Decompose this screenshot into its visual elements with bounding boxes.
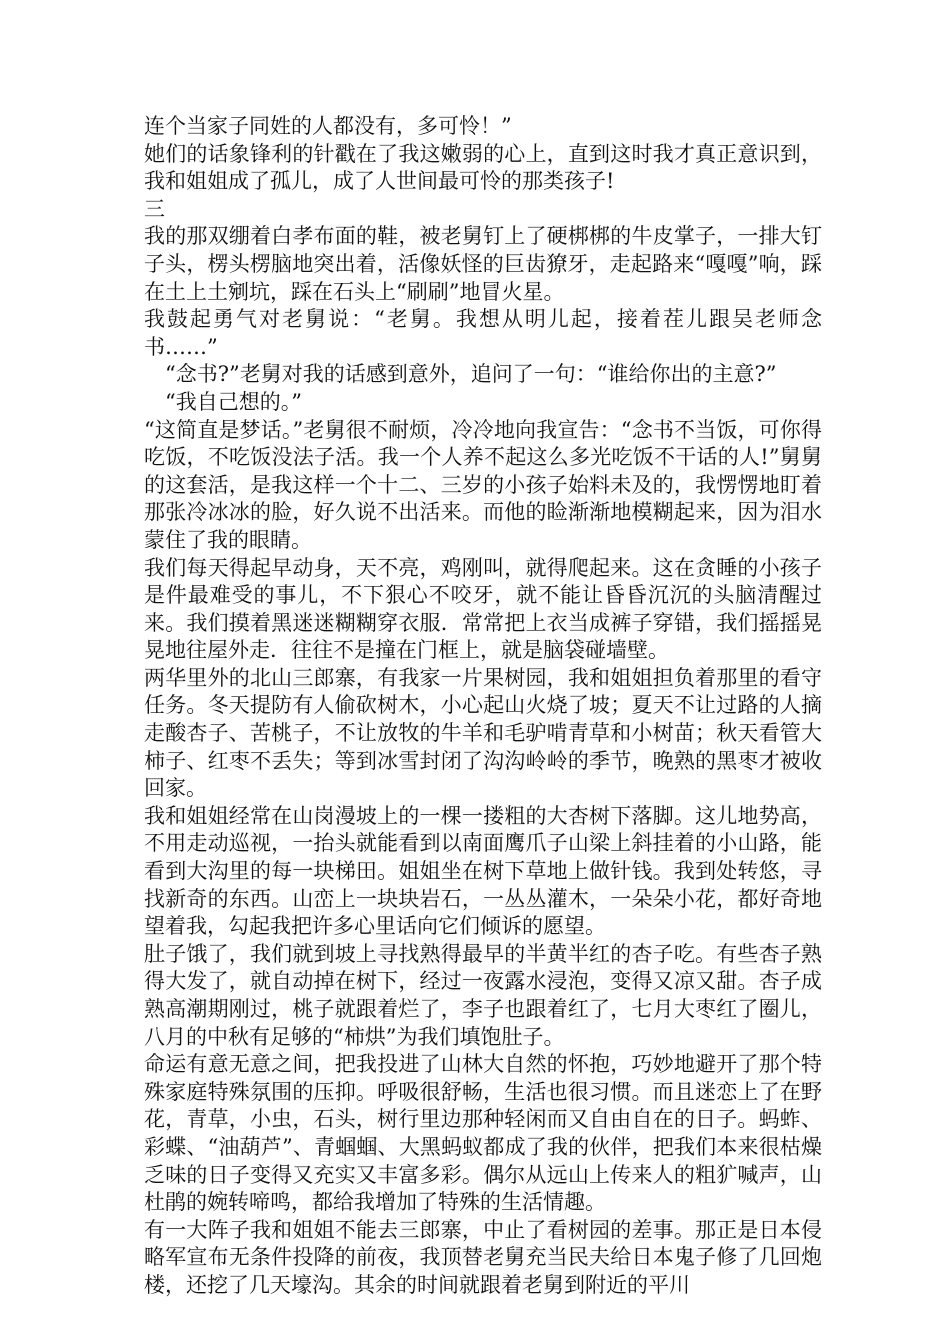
document-page [144, 113, 822, 1300]
paragraph: 连个当家子同姓的人都没有，多可怜！” [144, 114, 512, 138]
paragraph: 有一大阵子我和姐姐不能去三郎寨，中止了看树园的差事。那正是日本侵略军宣布无条件投降的前夜，我顶替老舅充当民夫给日本鬼子修了几回炮楼，还挖了几天壕沟。其余的时间就跟着老舅到附近的平川 [144, 1217, 822, 1297]
paragraph: 我和姐姐经常在山岗漫坡上的一棵一搂粗的大杏树下落脚。这儿地势高，不用走动巡视，一抬头就能看到以南面鹰爪子山梁上斜挂着的小山路，能看到大沟里的每一块梯田。姐姐坐在树下草地上做针钱。我到处转悠，寻找新奇的东西。山峦上一块块岩石，一丛丛灌木，一朵朵小花，都好奇地望着我，勾起我把许多心里话向它们倾诉的愿望。 [144, 803, 822, 939]
paragraph: 肚子饿了，我们就到坡上寻找熟得最早的半黄半红的杏子吃。有些杏子熟得大发了，就自动掉在树下，经过一夜露水浸泡，变得又凉又甜。杏子成熟高潮期刚过，桃子就跟着烂了，李子也跟着红了，七月大枣红了圈儿，八月的中秋有足够的“柿烘”为我们填饱肚子。 [144, 941, 822, 1049]
section-heading: 三 [144, 196, 165, 221]
paragraph: 命运有意无意之间，把我投进了山林大自然的怀抱，巧妙地避开了那个特殊家庭特殊氛围的压抑。呼吸很舒畅，生活也很习惯。而且迷恋上了在野花，青草，小虫，石头，树行里边那种轻闲而又自由自在的日子。蚂蚱、彩蝶、“油葫芦”、青蝈蝈、大黑蚂蚁都成了我的伙伴，把我们本来很枯燥乏味的日子变得又充实又丰富多彩。偶尔从远山上传来人的粗犷喊声，山杜鹃的婉转啼鸣，都给我增加了特殊的生活情趣。 [144, 1052, 822, 1215]
paragraph: “我自己想的。” [165, 389, 302, 414]
paragraph: 我的那双绷着白孝布面的鞋，被老舅钉上了硬梆梆的牛皮掌子，一排大钉子头，楞头楞脑地突出着，活像妖怪的巨齿獠牙，走起路来“嘎嘎”响，踩在土上土剜坑，踩在石头上“刷刷”地冒火星。 [144, 224, 822, 304]
paragraph: 我鼓起勇气对老舅说：“老舅。我想从明儿起，接着茬儿跟吴老师念书……” [144, 307, 822, 359]
paragraph: 她们的话象锋利的针戳在了我这嫩弱的心上，直到这时我才真正意识到，我和姐姐成了孤儿，成了人世间最可怜的那类孩子! [144, 141, 822, 194]
paragraph: “这简直是梦话。”老舅很不耐烦，冷冷地向我宣告：“念书不当饭，可你得吃饭，不吃饭没法子活。我一个人养不起这么多光吃饭不干话的人!”舅舅的这套活，是我这样一个十二、三岁的小孩子始料未及的，我愣愣地盯着那张冷冰冰的脸，好久说不出活来。而他的睑渐渐地模糊起来，因为泪水蒙住了我的眼睛。 [144, 417, 822, 552]
paragraph: 我们每天得起早动身，天不亮，鸡刚叫，就得爬起来。这在贪睡的小孩子是件最难受的事儿，不下狠心不咬牙，就不能让昏昏沉沉的头脑清醒过来。我们摸着黑迷迷糊糊穿衣服．常常把上衣当成裤子穿错，我们摇摇晃晃地往屋外走．往往不是撞在门框上，就是脑袋碰墙壁。 [144, 555, 822, 663]
paragraph: 两华里外的北山三郎寨，有我家一片果树园，我和姐姐担负着那里的看守任务。冬天提防有人偷砍树木，小心起山火烧了坡；夏天不让过路的人摘走酸杏子、苦桃子，不让放牧的牛羊和毛驴啃青草和小树苗；秋天看管大柿子、红枣不丢失；等到冰雪封闭了沟沟岭岭的季节，晚熟的黑枣才被收回家。 [144, 665, 822, 801]
paragraph: “念书?”老舅对我的话感到意外，追问了一句：“谁给你出的主意?” [165, 362, 777, 387]
